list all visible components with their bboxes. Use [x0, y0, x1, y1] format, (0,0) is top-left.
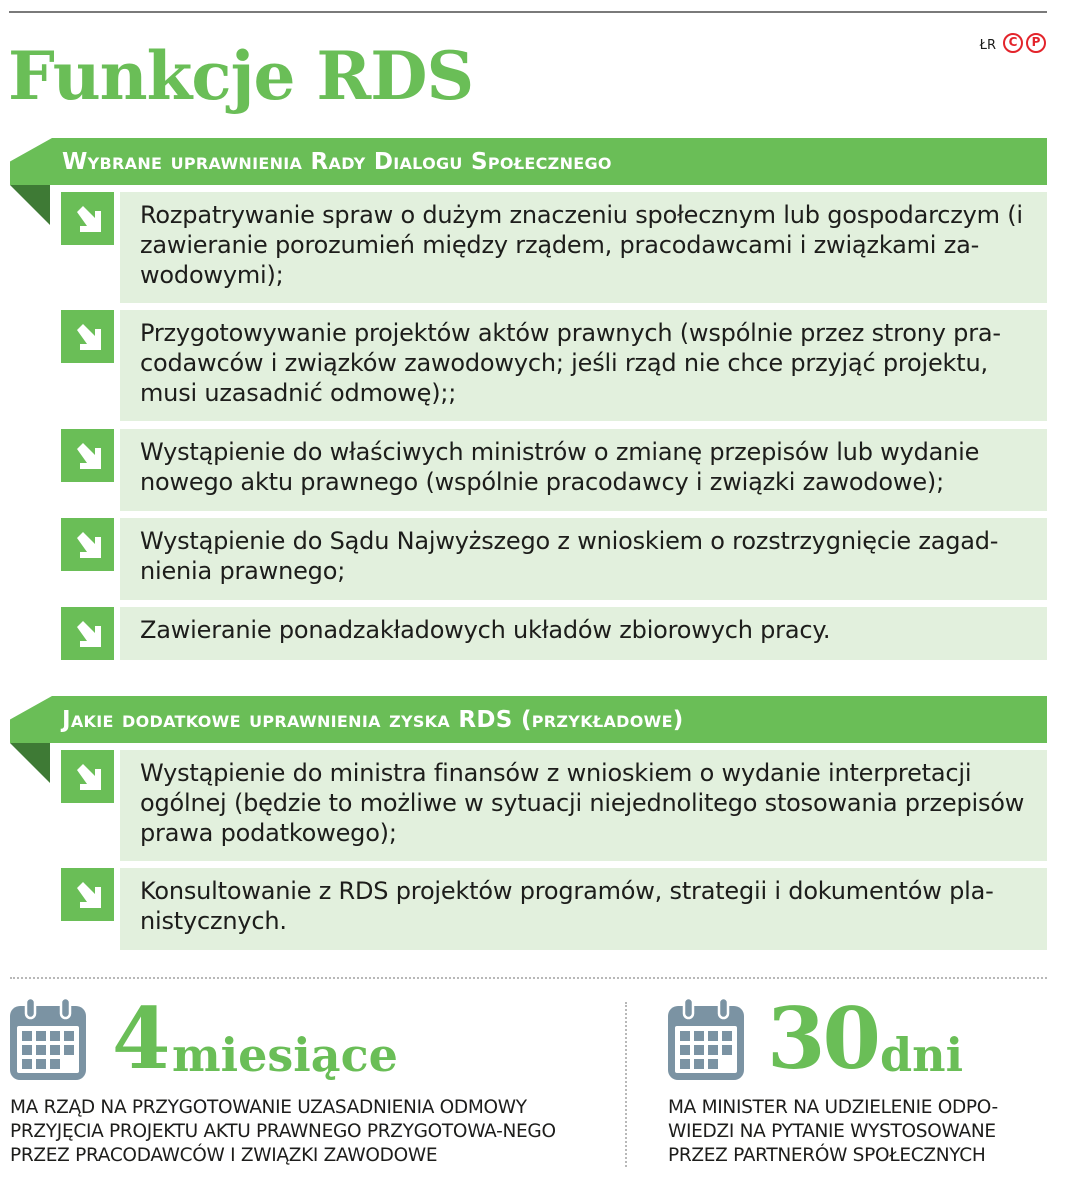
copyright-c-icon: C [1003, 33, 1023, 53]
top-divider [9, 11, 1047, 13]
stat-thirty-days [0, 990, 1066, 1180]
item-text: Wystąpienie do właściwych ministrów o zmianę przepisów lub wydanie nowego aktu prawnego (wspólnie pracodawcy i związki zawodowe); [120, 429, 1047, 511]
arrow-down-right-icon [61, 750, 114, 803]
arrow-down-right-icon [61, 518, 114, 571]
banner-fold [10, 185, 50, 225]
credits [980, 32, 1046, 53]
stat-number: 4 [112, 989, 168, 1088]
item-text: Zawieranie ponadzakładowych układów zbiorowych pracy. [120, 607, 1047, 660]
dotted-divider [10, 977, 1047, 979]
item-text: Wystąpienie do Sądu Najwyższego z wnioskiem o rozstrzygnięcie zagad-nienia prawnego; [120, 518, 1047, 600]
arrow-down-right-icon [61, 868, 114, 921]
stat-description: MA MINISTER NA UDZIELENIE ODPO-WIEDZI NA PYTANIE WYSTOSOWANE PRZEZ PARTNERÓW SPOŁECZNYCH [668, 1097, 998, 1166]
stat-unit: dni [880, 1028, 964, 1082]
item-text: Przygotowywanie projektów aktów prawnych (wspólnie przez strony pra-codawców i związków zawodowych; jeśli rząd nie chce przyjąć projektu, musi uzasadnić odmowę);; [120, 310, 1047, 421]
copyright-p-icon: P [1026, 33, 1046, 53]
arrow-down-right-icon [61, 429, 114, 482]
stat-number: 30 [767, 989, 878, 1088]
item-text: Rozpatrywanie spraw o dużym znaczeniu społecznym lub gospodarczym (i zawieranie porozumień między rządem, pracodawcami i związkami za-wodowymi); [120, 192, 1047, 303]
section-heading: Wybrane uprawnienia Rady Dialogu Społecznego [62, 149, 612, 175]
arrow-down-right-icon [61, 607, 114, 660]
arrow-down-right-icon [61, 310, 114, 363]
author-initials: ŁR [979, 38, 996, 53]
item-text: Wystąpienie do ministra finansów z wnioskiem o wydanie interpretacji ogólnej (będzie to możliwe w sytuacji niejednolitego stosowania przepisów prawa podatkowego); [120, 750, 1047, 861]
arrow-down-right-icon [61, 192, 114, 245]
stat-unit: miesiące [172, 1028, 398, 1082]
banner-fold [10, 743, 50, 783]
page-title: Funkcje RDS [8, 37, 474, 115]
stat-description: MA RZĄD NA PRZYGOTOWANIE UZASADNIENIA ODMOWY PRZYJĘCIA PROJEKTU AKTU PRAWNEGO PRZYGOTOWA-NEGO PRZEZ PRACODAWCÓW I ZWIĄZKI ZAWODOWE [10, 1097, 556, 1166]
calendar-icon [667, 996, 745, 1082]
item-text: Konsultowanie z RDS projektów programów, strategii i dokumentów pla-nistycznych. [120, 868, 1047, 950]
section-heading: Jakie dodatkowe uprawnienia zyska RDS (przykładowe) [62, 707, 684, 733]
